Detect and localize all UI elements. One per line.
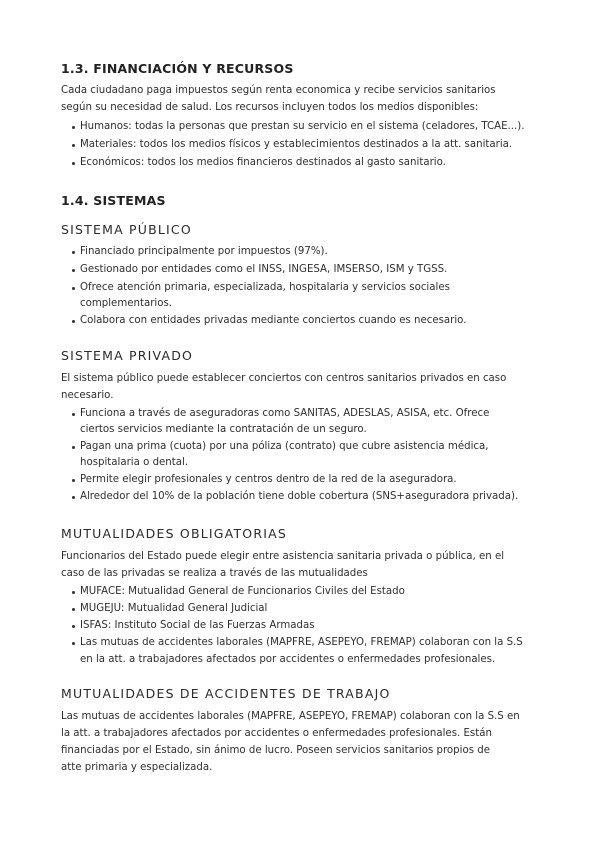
list-item: Permite elegir profesionales y centros dentro de la red de la aseguradora.	[80, 474, 457, 485]
bullet-dot	[72, 269, 75, 272]
list-item-economicos: Económicos: todos los medios financieros destinados al gasto sanitario.	[80, 157, 446, 168]
list-item-continuation: complementarios.	[80, 298, 173, 309]
list-item: Ofrece atención primaria, especializada, hospitalaria y servicios sociales	[80, 282, 450, 293]
subheading-sistema-publico: SISTEMA PÚBLICO	[61, 222, 192, 237]
list-item-humanos: Humanos: todas la personas que prestan su servicio en el sistema (celadores, TCAE...).	[80, 121, 525, 132]
bullet-dot	[72, 496, 75, 499]
bullet-dot	[72, 591, 75, 594]
paragraph-line: financiadas por el Estado, sin ánimo de lucro. Poseen servicios sanitarios propios de	[61, 745, 490, 756]
paragraph-line: caso de las privadas se realiza a través de las mutualidades	[61, 568, 368, 579]
paragraph-line: necesario.	[61, 390, 114, 401]
bullet-dot	[72, 413, 75, 416]
list-item-materiales: Materiales: todos los medios físicos y establecimientos destinados a la att. sanitaria.	[80, 139, 513, 150]
paragraph-line: según su necesidad de salud. Los recursos incluyen todos los medios disponibles:	[61, 102, 479, 113]
list-item-continuation: hospitalaria o dental.	[80, 457, 189, 468]
section-heading-financiacion: 1.3. FINANCIACIÓN Y RECURSOS	[61, 61, 294, 76]
list-item: Financiado principalmente por impuestos (97%).	[80, 246, 328, 257]
bullet-dot	[72, 162, 75, 165]
subheading-mutualidades-accidentes: MUTUALIDADES DE ACCIDENTES DE TRABAJO	[61, 686, 391, 701]
paragraph-line: El sistema público puede establecer conciertos con centros sanitarios privados en caso	[61, 373, 507, 384]
list-item: Colabora con entidades privadas mediante conciertos cuando es necesario.	[80, 315, 467, 326]
bullet-dot	[72, 625, 75, 628]
bullet-dot	[72, 320, 75, 323]
paragraph-line: atte primaria y especializada.	[61, 762, 213, 773]
list-item: Gestionado por entidades como el INSS, INGESA, IMSERSO, ISM y TGSS.	[80, 264, 448, 275]
list-item-mugeju: MUGEJU: Mutualidad General Judicial	[80, 603, 268, 614]
subheading-sistema-privado: SISTEMA PRIVADO	[61, 348, 194, 363]
section-heading-sistemas: 1.4. SISTEMAS	[61, 193, 166, 208]
list-item-continuation: ciertos servicios mediante la contratación de un seguro.	[80, 424, 367, 435]
bullet-dot	[72, 479, 75, 482]
bullet-dot	[72, 126, 75, 129]
paragraph-line: Funcionarios del Estado puede elegir entre asistencia sanitaria privada o pública, en el	[61, 551, 505, 562]
list-item-muface: MUFACE: Mutualidad General de Funcionarios Civiles del Estado	[80, 586, 405, 597]
bullet-dot	[72, 608, 75, 611]
list-item: Funciona a través de aseguradoras como SANITAS, ADESLAS, ASISA, etc. Ofrece	[80, 408, 490, 419]
paragraph-line: Las mutuas de accidentes laborales (MAPFRE, ASEPEYO, FREMAP) colaboran con la S.S en	[61, 711, 520, 722]
bullet-dot	[72, 287, 75, 290]
list-item: Alrededor del 10% de la población tiene doble cobertura (SNS+aseguradora privada).	[80, 491, 519, 502]
bullet-dot	[72, 144, 75, 147]
list-item: Pagan una prima (cuota) por una póliza (contrato) que cubre asistencia médica,	[80, 441, 489, 452]
bullet-dot	[72, 642, 75, 645]
paragraph-line: Cada ciudadano paga impuestos según renta economica y recibe servicios sanitarios	[61, 85, 496, 96]
list-item-isfas: ISFAS: Instituto Social de las Fuerzas Armadas	[80, 620, 315, 631]
list-item-mutuas: Las mutuas de accidentes laborales (MAPFRE, ASEPEYO, FREMAP) colaboran con la S.S	[80, 637, 523, 648]
subheading-mutualidades-obligatorias: MUTUALIDADES OBLIGATORIAS	[61, 526, 287, 541]
list-item-continuation: en la att. a trabajadores afectados por accidentes o enfermedades profesionales.	[80, 654, 496, 665]
bullet-dot	[72, 446, 75, 449]
paragraph-line: la att. a trabajadores afectados por accidentes o enfermedades profesionales. Están	[61, 728, 492, 739]
bullet-dot	[72, 251, 75, 254]
